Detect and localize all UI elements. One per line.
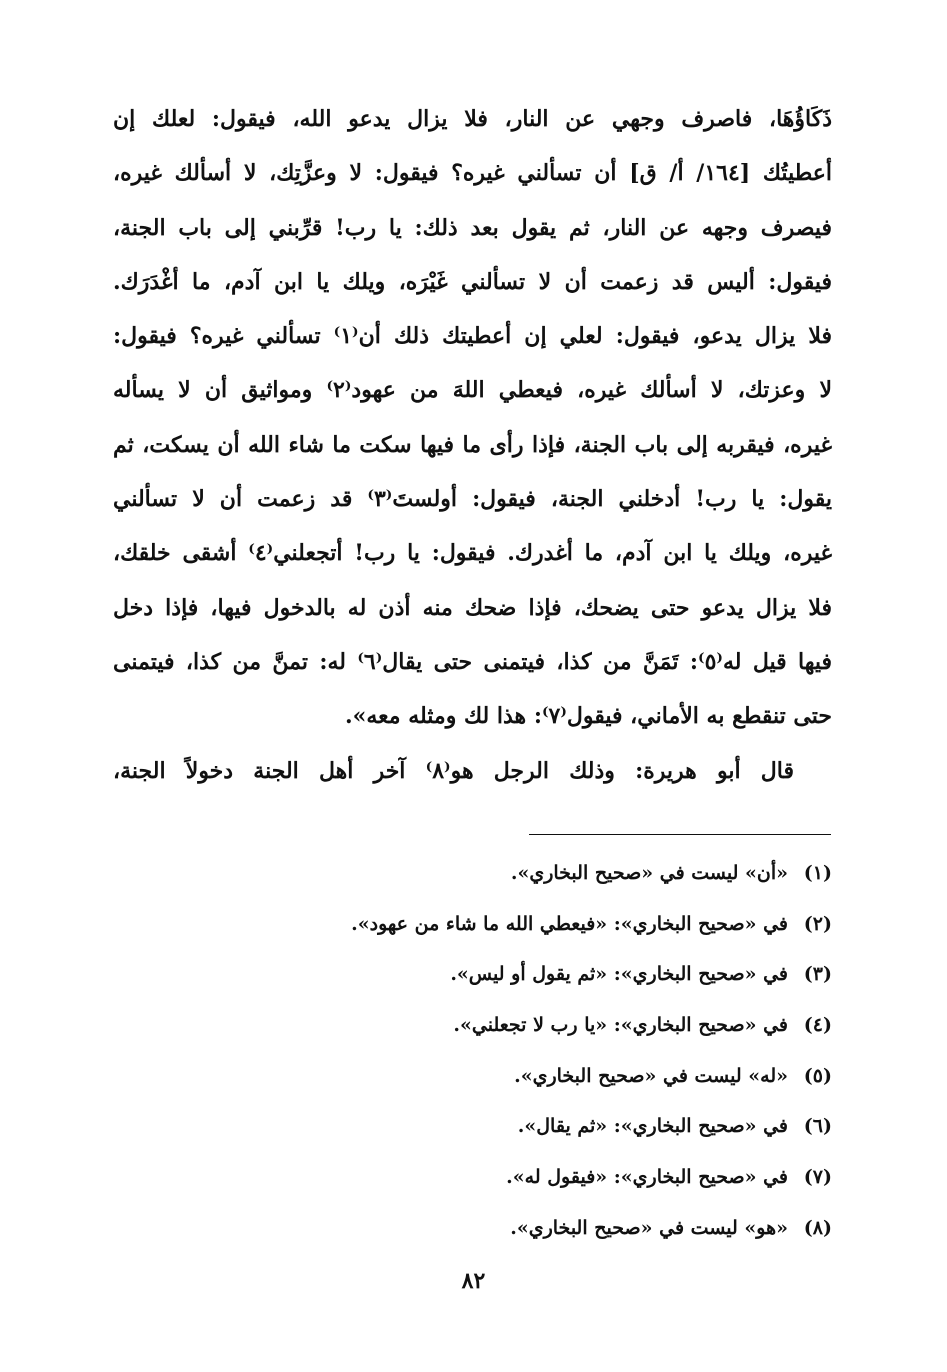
footnote-text: في «صحيح البخاري»: «فيعطي الله ما شاء من عهود».	[351, 912, 788, 935]
text-line: فيصرف وجهه عن النار، ثم يقول بعد ذلك: يا رب! قرِّبني إلى باب الجنة،	[113, 214, 832, 241]
footnote	[200, 848, 832, 899]
footnote-number: (٤)	[803, 1014, 832, 1037]
footnote-divider	[529, 834, 831, 835]
footnote	[200, 1152, 832, 1203]
footnote-text: «أن» ليست في «صحيح البخاري».	[510, 862, 788, 884]
paragraph-start-line: قال أبو هريرة: وذلك الرجل هو⁽٨⁾ آخر أهل الجنة دخولاً الجنة،	[113, 757, 794, 784]
text-line: غيره، ويلك يا ابن آدم، ما أغدرك. فيقول: يا رب! أتجعلني⁽٤⁾ أشقى خلقك،	[113, 540, 832, 567]
text-line: فيقول: أليس قد زعمت أن لا تسألني غَيْرَه، ويلك يا ابن آدم، ما أغْدَرَك.	[113, 268, 832, 295]
footnote-number: (١)	[803, 862, 832, 884]
text-line: فلا يزال يدعو حتى يضحك، فإذا ضحك منه أذن له بالدخول فيها، فإذا دخل	[113, 594, 832, 621]
footnote-number: (٣)	[803, 963, 832, 986]
page-number: ٨٢	[461, 1268, 486, 1294]
footnote-text: في «صحيح البخاري»: «فيقول له».	[506, 1166, 788, 1189]
footnote	[200, 899, 832, 950]
text-line: يقول: يا رب! أدخلني الجنة، فيقول: أولستَ⁽٣⁾ قد زعمت أن لا تسألني	[113, 486, 832, 513]
footnote	[200, 1000, 832, 1051]
footnote-number: (٢)	[803, 912, 832, 935]
footnote-text: في «صحيح البخاري»: «ثم يقول أو ليس».	[450, 963, 788, 986]
footnote-text: في «صحيح البخاري»: «ثم يقال».	[517, 1115, 788, 1138]
footnote-number: (٥)	[803, 1064, 832, 1087]
text-line: فيها قيل له⁽٥⁾: تَمَنَّ من كذا، فيتمنى حتى يقال⁽٦⁾ له: تمنَّ من كذا، فيتمنى	[113, 648, 833, 675]
text-line: حتى تنقطع به الأماني، فيقول⁽٧⁾: هذا لك ومثله معه».	[344, 703, 832, 730]
main-text	[113, 92, 832, 798]
text-line: غيره، فيقربه إلى باب الجنة، فإذا رأى ما فيها سكت ما شاء الله أن يسكت، ثم	[113, 431, 832, 458]
text-line: ذَكَاؤُهَا، فاصرف وجهي عن النار، فلا يزال يدعو الله، فيقول: لعلك إن	[113, 106, 832, 132]
text-line: لا وعزتك، لا أسألك غيره، فيعطي اللهَ من عهود⁽٢⁾ ومواثيق أن لا يسأله	[113, 377, 832, 404]
footnote	[200, 1203, 832, 1254]
footnotes	[200, 848, 832, 1254]
footnote-number: (٨)	[803, 1216, 832, 1239]
footnote	[200, 949, 832, 1000]
footnote	[200, 1101, 832, 1152]
footnote-text: «له» ليست في «صحيح البخاري».	[514, 1064, 788, 1087]
footnote	[200, 1051, 832, 1102]
footnote-number: (٧)	[803, 1166, 832, 1189]
footnote-text: في «صحيح البخاري»: «يا رب لا تجعلني».	[453, 1014, 788, 1037]
footnote-number: (٦)	[803, 1115, 832, 1138]
footnote-text: «هو» ليست في «صحيح البخاري».	[510, 1216, 788, 1239]
text-line: فلا يزال يدعو، فيقول: لعلي إن أعطيتك ذلك أن⁽١⁾ تسألني غيره؟ فيقول:	[113, 323, 833, 350]
text-line: أعطيتُك [١٦٤/ أ/ ق] أن تسألني غيره؟ فيقول: لا وعزَّتِك، لا أسألك غيره،	[113, 160, 832, 187]
